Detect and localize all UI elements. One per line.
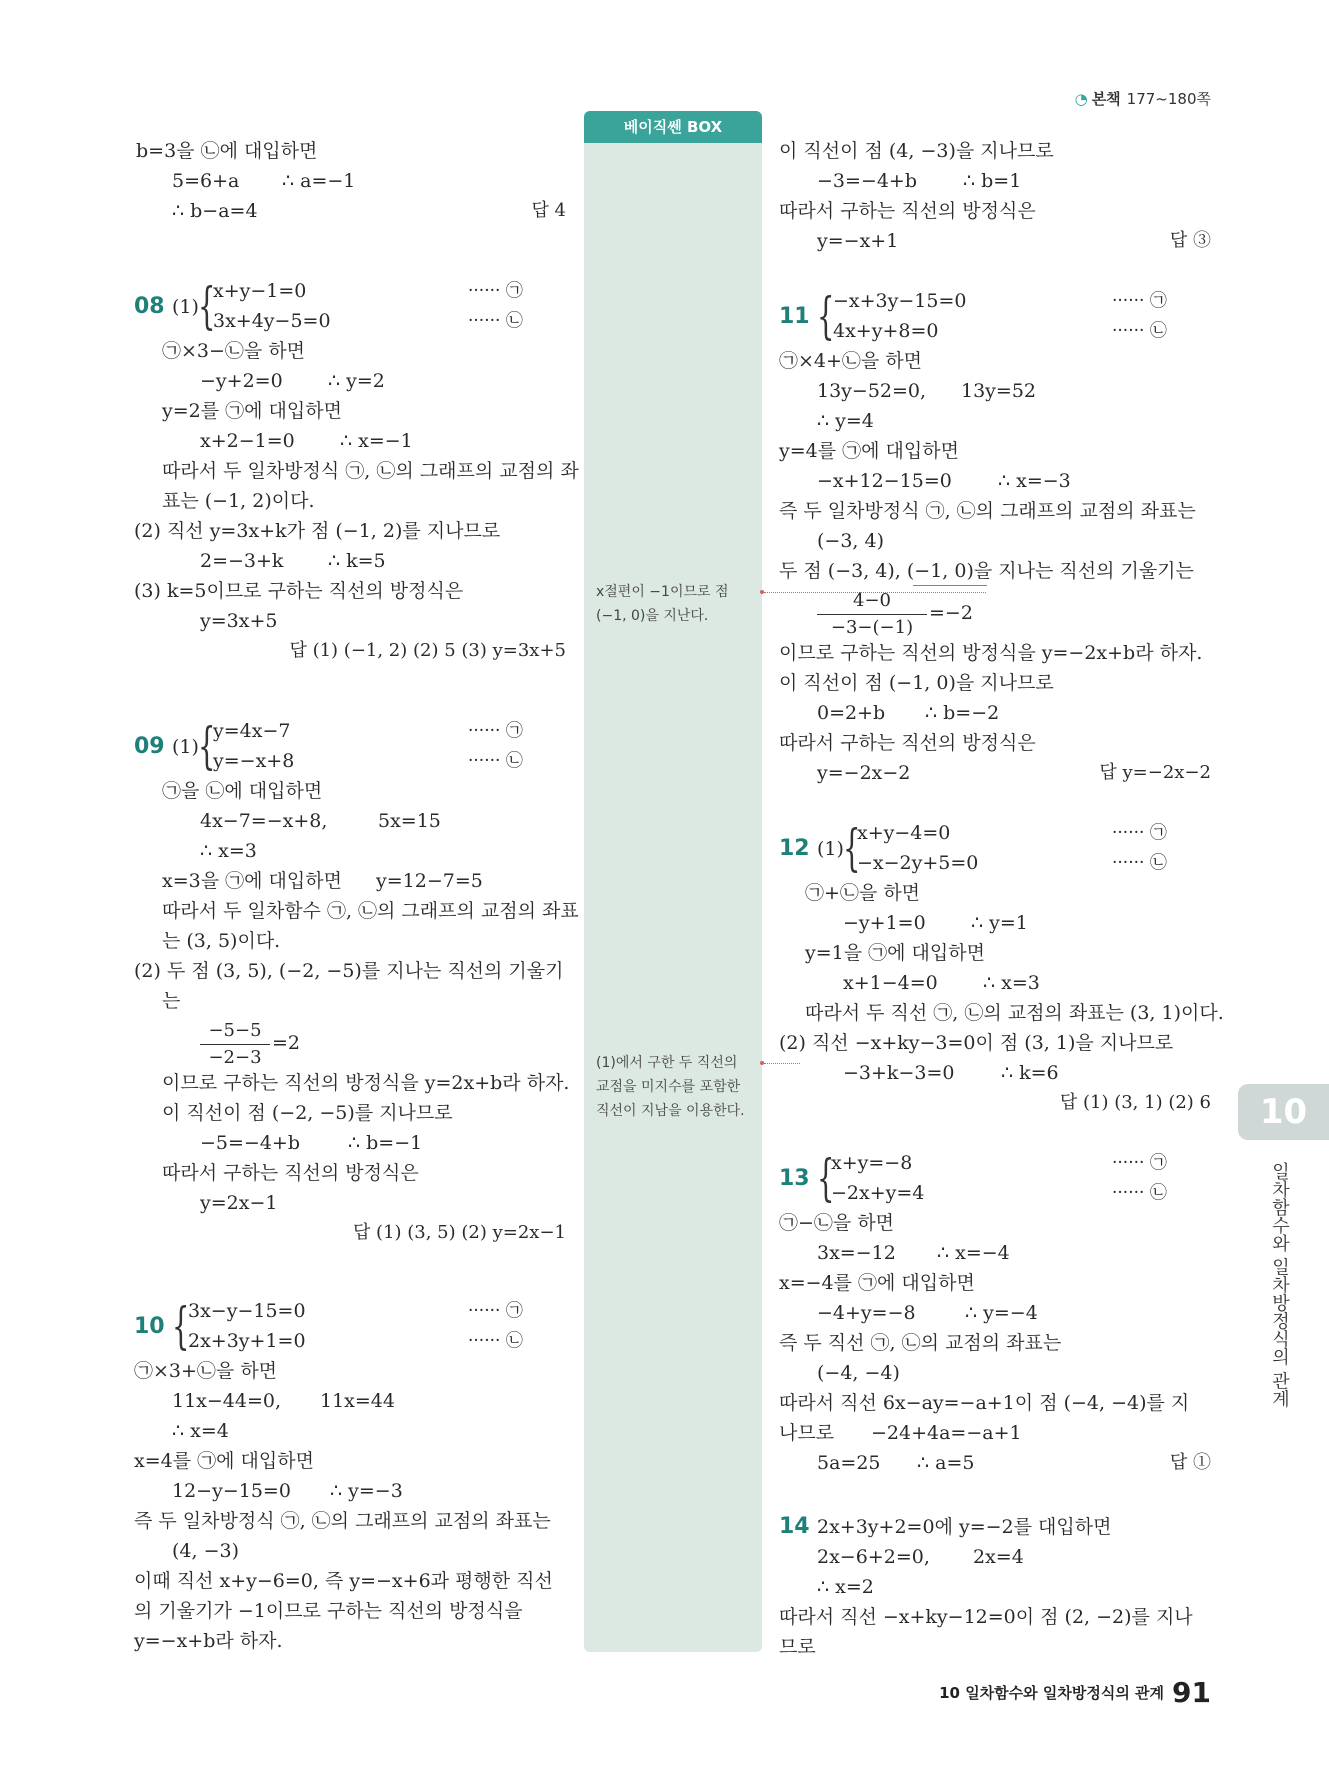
text-line: 이 직선이 점 (4, −3)을 지나므로 — [779, 140, 1054, 162]
text-line: x+1−4=0 — [843, 972, 938, 994]
equation: x+y−4=0 — [857, 822, 951, 844]
text-line: 2x+3y+2=0에 y=−2를 대입하면 — [817, 1516, 1112, 1538]
text-line: y=2를 ㉠에 대입하면 — [162, 400, 342, 422]
text-line: (4, −3) — [172, 1540, 240, 1562]
text-line: ㉠×4+㉡을 하면 — [779, 350, 923, 372]
equation: 3x+4y−5=0 — [213, 310, 331, 332]
equation-tag: ······ ㉡ — [468, 311, 523, 331]
box-note-2: (1)에서 구한 두 직선의 교점을 미지수를 포함한 직선이 지남을 이용한다. — [596, 1055, 745, 1119]
text-line: 5=6+a — [172, 170, 240, 192]
text-line: 이므로 구하는 직선의 방정식을 y=2x+b라 하자. — [162, 1072, 570, 1094]
text-line: 11x−44=0, — [172, 1390, 282, 1412]
text-line: 11x=44 — [320, 1390, 395, 1412]
page-footer — [939, 1676, 1211, 1709]
box-note-1: x절편이 −1이므로 점 (−1, 0)을 지난다. — [596, 584, 729, 624]
text-line: x+2−1=0 — [200, 430, 295, 452]
fraction — [817, 590, 927, 639]
equation-tag: ······ ㉡ — [468, 751, 523, 771]
equation-tag: ······ ㉡ — [1112, 321, 1167, 341]
text-line: 나므로 — [779, 1422, 835, 1444]
text-line: −5=−4+b — [200, 1132, 301, 1154]
equation-tag: ······ ㉠ — [1112, 1153, 1167, 1173]
text-line: ㉠을 ㉡에 대입하면 — [162, 780, 323, 802]
text-line: −y+1=0 — [843, 912, 926, 934]
fraction-bar — [817, 614, 927, 615]
fraction-denominator: −2−3 — [208, 1047, 262, 1068]
answer: 답 (1) (−1, 2) (2) 5 (3) y=3x+5 — [289, 640, 566, 661]
footer-title: 10 일차함수와 일차방정식의 관계 — [939, 1684, 1165, 1702]
text-line: y=1을 ㉠에 대입하면 — [805, 942, 985, 964]
text-line: 표는 (−1, 2)이다. — [162, 490, 315, 512]
text-line: y=4를 ㉠에 대입하면 — [779, 440, 959, 462]
text-line: ∴ x=−3 — [998, 470, 1071, 492]
chapter-tab: 10 — [1238, 1084, 1329, 1140]
text-line: 4x−7=−x+8, — [200, 810, 328, 832]
problem-number: 14 — [779, 1514, 810, 1539]
equation-tag: ······ ㉡ — [1112, 853, 1167, 873]
fraction-numerator: −5−5 — [208, 1020, 262, 1041]
text-line: =2 — [272, 1032, 301, 1054]
text-line: ∴ a=5 — [917, 1452, 975, 1474]
problem-number: 09 — [134, 734, 165, 759]
problem-number: 08 — [134, 294, 165, 319]
equation: −x−2y+5=0 — [857, 852, 979, 874]
text-line: 따라서 구하는 직선의 방정식은 — [779, 732, 1036, 754]
system-brace: { — [198, 277, 216, 335]
equation: x+y−1=0 — [213, 280, 307, 302]
text-line: 따라서 두 일차방정식 ㉠, ㉡의 그래프의 교점의 좌 — [162, 460, 579, 482]
text-line: 는 — [162, 990, 181, 1012]
text-line: ∴ x=2 — [817, 1576, 874, 1598]
text-line: (−3, 4) — [817, 530, 885, 552]
equation: 2x+3y+1=0 — [188, 1330, 306, 1352]
text-line: 따라서 두 직선 ㉠, ㉡의 교점의 좌표는 (3, 1)이다. — [805, 1002, 1224, 1024]
text-line: 므로 — [779, 1636, 816, 1658]
book-icon: ◔ — [1074, 90, 1088, 108]
text-line: 두 점 (−3, 4), (−1, 0)을 지나는 직선의 기울기는 — [779, 560, 1194, 582]
text-line: (2) 직선 y=3x+k가 점 (−1, 2)를 지나므로 — [134, 520, 501, 542]
text-line: 따라서 직선 −x+ky−12=0이 점 (2, −2)를 지나 — [779, 1606, 1193, 1628]
text-line: y=3x+5 — [200, 610, 278, 632]
text-line: ∴ x=−1 — [340, 430, 413, 452]
system-brace: { — [198, 717, 216, 775]
chapter-label: 일차함수와 일차방정식의 관계 — [1269, 1162, 1290, 1408]
text-line: 3x=−12 — [817, 1242, 896, 1264]
text-line: y=2x−1 — [200, 1192, 278, 1214]
text-line: ∴ x=3 — [983, 972, 1040, 994]
text-line: 따라서 두 일차함수 ㉠, ㉡의 그래프의 교점의 좌표 — [162, 900, 579, 922]
text-line: ∴ b−a=4 — [172, 200, 258, 222]
header-book: 본책 — [1091, 90, 1121, 108]
equation-tag: ······ ㉠ — [468, 721, 523, 741]
equation-tag: ······ ㉡ — [1112, 1183, 1167, 1203]
equation: 3x−y−15=0 — [188, 1300, 306, 1322]
text-line: 0=2+b — [817, 702, 886, 724]
text-line: x=4를 ㉠에 대입하면 — [134, 1450, 314, 1472]
text-line: 이므로 구하는 직선의 방정식을 y=−2x+b라 하자. — [779, 642, 1203, 664]
text-line: (3) k=5이므로 구하는 직선의 방정식은 — [134, 580, 464, 602]
text-line: y=−2x−2 — [817, 762, 911, 784]
text-line: ∴ k=6 — [1001, 1062, 1059, 1084]
point-underline — [913, 585, 987, 586]
equation: y=−x+8 — [213, 750, 295, 772]
text-line: ∴ b=1 — [963, 170, 1022, 192]
equation: −2x+y=4 — [831, 1182, 925, 1204]
answer: 답 ③ — [1169, 230, 1211, 251]
text-line: −x+12−15=0 — [817, 470, 952, 492]
text-line: ∴ y=2 — [328, 370, 385, 392]
text-line: ∴ a=−1 — [282, 170, 356, 192]
problem-number: 13 — [779, 1166, 810, 1191]
equation-tag: ······ ㉡ — [468, 1331, 523, 1351]
text-line: 이 직선이 점 (−2, −5)를 지나므로 — [162, 1102, 453, 1124]
text-line: 2x=4 — [973, 1546, 1024, 1568]
answer: 답 4 — [531, 200, 566, 221]
problem-number: 10 — [134, 1314, 165, 1339]
text-line: 2x−6+2=0, — [817, 1546, 930, 1568]
text-line: 는 (3, 5)이다. — [162, 930, 281, 952]
text-line: =−2 — [929, 602, 973, 624]
text-line: 12−y−15=0 — [172, 1480, 291, 1502]
text-line: ㉠+㉡을 하면 — [805, 882, 921, 904]
problem-number: 12 — [779, 836, 810, 861]
text-line: 즉 두 직선 ㉠, ㉡의 교점의 좌표는 — [779, 1332, 1062, 1354]
text-line: 5x=15 — [378, 810, 441, 832]
equation-tag: ······ ㉠ — [1112, 823, 1167, 843]
text-line: (2) 두 점 (3, 5), (−2, −5)를 지나는 직선의 기울기 — [134, 960, 564, 982]
text-line: b=3을 ㉡에 대입하면 — [136, 140, 318, 162]
text-line: y=−x+b라 하자. — [134, 1630, 283, 1652]
text-line: (−4, −4) — [817, 1362, 900, 1384]
text-line: ∴ y=−3 — [330, 1480, 403, 1502]
text-line: ㉠×3+㉡을 하면 — [134, 1360, 278, 1382]
equation-tag: ······ ㉠ — [1112, 291, 1167, 311]
equation: x+y=−8 — [831, 1152, 913, 1174]
header-pages: 177~180쪽 — [1126, 90, 1211, 108]
text-line: 13y−52=0, — [817, 380, 927, 402]
basic-box-title: 베이직쎈 BOX — [605, 114, 741, 140]
fraction — [200, 1020, 270, 1069]
note-2-leader — [764, 1063, 800, 1064]
text-line: 의 기울기가 −1이므로 구하는 직선의 방정식을 — [134, 1600, 523, 1622]
text-line: x=3을 ㉠에 대입하면 — [162, 870, 342, 892]
problem-number: 11 — [779, 304, 810, 329]
text-line: ∴ k=5 — [328, 550, 386, 572]
equation-tag: ······ ㉠ — [468, 1301, 523, 1321]
text-line: −4+y=−8 — [817, 1302, 916, 1324]
fraction-denominator: −3−(−1) — [830, 617, 914, 638]
equation: y=4x−7 — [213, 720, 291, 742]
text-line: −24+4a=−a+1 — [871, 1422, 1022, 1444]
page-number: 91 — [1172, 1676, 1211, 1709]
system-brace: { — [817, 1149, 835, 1207]
text-line: x=−4를 ㉠에 대입하면 — [779, 1272, 975, 1294]
text-line: ∴ x=3 — [200, 840, 257, 862]
text-line: −y+2=0 — [200, 370, 283, 392]
text-line: ㉠−㉡을 하면 — [779, 1212, 895, 1234]
system-brace: { — [817, 287, 835, 345]
equation: −x+3y−15=0 — [833, 290, 967, 312]
answer: 답 ① — [1169, 1452, 1211, 1473]
part-label: (1) — [172, 296, 199, 318]
equation: 4x+y+8=0 — [833, 320, 939, 342]
text-line: ∴ b=−2 — [925, 702, 1000, 724]
system-brace: { — [843, 819, 861, 877]
text-line: ∴ y=−4 — [965, 1302, 1038, 1324]
text-line: 이 직선이 점 (−1, 0)을 지나므로 — [779, 672, 1054, 694]
text-line: −3+k−3=0 — [843, 1062, 955, 1084]
basic-box-column — [584, 111, 762, 1652]
text-line: ㉠×3−㉡을 하면 — [162, 340, 306, 362]
text-line: 이때 직선 x+y−6=0, 즉 y=−x+6과 평행한 직선 — [134, 1570, 553, 1592]
equation-tag: ······ ㉠ — [468, 281, 523, 301]
text-line: 13y=52 — [961, 380, 1037, 402]
fraction-numerator: 4−0 — [853, 590, 891, 611]
answer: 답 (1) (3, 1) (2) 6 — [1059, 1092, 1211, 1113]
text-line: y=12−7=5 — [376, 870, 483, 892]
answer: 답 y=−2x−2 — [1099, 762, 1211, 783]
answer: 답 (1) (3, 5) (2) y=2x−1 — [352, 1222, 566, 1243]
part-label: (1) — [172, 736, 199, 758]
system-brace: { — [172, 1297, 190, 1355]
fraction-bar — [200, 1044, 270, 1045]
text-line: ∴ y=1 — [971, 912, 1028, 934]
text-line: ∴ x=4 — [172, 1420, 229, 1442]
text-line: 2=−3+k — [200, 550, 284, 572]
text-line: 따라서 구하는 직선의 방정식은 — [779, 200, 1036, 222]
text-line: −3=−4+b — [817, 170, 918, 192]
text-line: 5a=25 — [817, 1452, 881, 1474]
text-line: 따라서 직선 6x−ay=−a+1이 점 (−4, −4)를 지 — [779, 1392, 1190, 1414]
text-line: ∴ x=−4 — [937, 1242, 1010, 1264]
text-line: 즉 두 일차방정식 ㉠, ㉡의 그래프의 교점의 좌표는 — [779, 500, 1196, 522]
part-label: (1) — [817, 838, 844, 860]
text-line: ∴ b=−1 — [348, 1132, 423, 1154]
text-line: 따라서 구하는 직선의 방정식은 — [162, 1162, 419, 1184]
text-line: y=−x+1 — [817, 230, 899, 252]
text-line: 즉 두 일차방정식 ㉠, ㉡의 그래프의 교점의 좌표는 — [134, 1510, 551, 1532]
text-line: ∴ y=4 — [817, 410, 874, 432]
text-line: (2) 직선 −x+ky−3=0이 점 (3, 1)을 지나므로 — [779, 1032, 1174, 1054]
page-header — [1075, 88, 1211, 109]
